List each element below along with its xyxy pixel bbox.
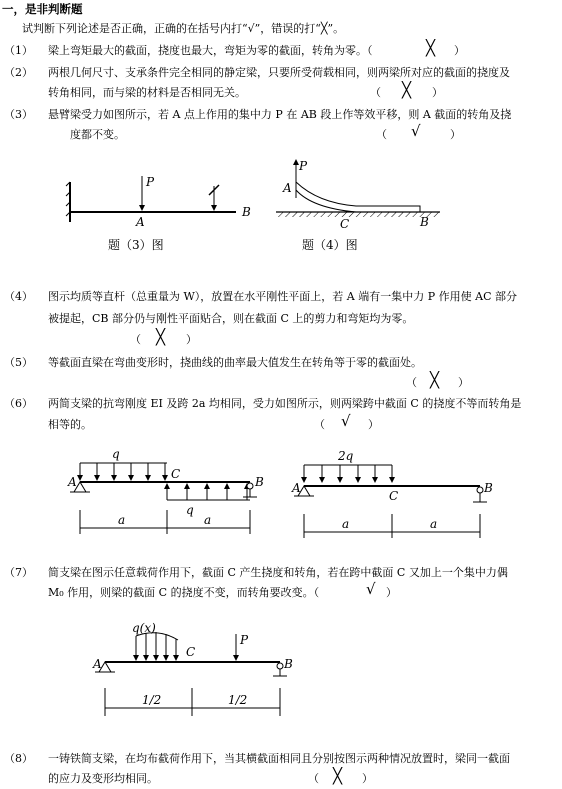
q4-number: （4） (4, 290, 33, 303)
q5-answer-cross: ╳ (430, 371, 440, 389)
fig6r-label-2q: 2q (338, 449, 354, 463)
q5-text: 等截面直梁在弯曲变形时，挠曲线的曲率最大值发生在转角等于零的截面处。 (48, 356, 422, 369)
fig6l-label-b: B (255, 475, 264, 489)
fig6l-label-a: A (68, 475, 77, 489)
q7-bracket-close: ） (386, 586, 397, 599)
q1-answer-cross: ╳ (426, 39, 436, 57)
q6-text-line1: 两简支梁的抗弯刚度 EI 及跨 2a 均相同，受力如图所示，则两梁跨中截面 C 的挠度不等而转角是 (48, 397, 522, 410)
q2-answer-cross: ╳ (402, 81, 412, 99)
fig4-label-p: P (299, 159, 308, 173)
fig7-beam-diagram (92, 621, 293, 716)
q4-bracket-open: （ (130, 333, 141, 346)
fig6l-label-a2: a (204, 513, 212, 527)
fig4-label-a: A (283, 181, 292, 195)
fig3-cantilever-diagram (66, 175, 251, 229)
fig6l-roller-support-b (247, 483, 253, 489)
fig6r-label-a2: a (430, 517, 438, 531)
fig6-right-beam-diagram (291, 449, 493, 538)
fig6l-label-q-lower: q (186, 503, 194, 517)
fig7-label-a: A (93, 657, 102, 671)
q3-answer-check: √ (411, 122, 421, 140)
fig7-label-b: B (284, 657, 293, 671)
fig7-label-half2: 1/2 (228, 693, 248, 707)
q1-number: （1） (4, 44, 33, 57)
instruction: 试判断下列论述是否正确，正确的在括号内打“√”，错误的打“╳”。 (22, 22, 345, 35)
q4-answer-cross: ╳ (156, 328, 166, 346)
fig6r-label-a: A (292, 481, 301, 495)
fig6r-label-b: B (484, 481, 493, 495)
q8-answer-cross: ╳ (333, 767, 343, 785)
q8-bracket-open: （ (308, 772, 319, 785)
q8-number: （8） (4, 752, 33, 765)
fig7-label-c: C (186, 645, 196, 659)
q3-bracket-close: ） (450, 128, 461, 141)
q2-bracket-open: （ (370, 86, 381, 99)
fig6r-roller-support-b (477, 487, 483, 493)
q7-number: （7） (4, 566, 33, 579)
fig7-load-curve (136, 633, 178, 640)
q1-bracket-close: ） (454, 44, 465, 57)
fig3-label-a: A (136, 215, 145, 229)
q8-bracket-close: ） (362, 772, 373, 785)
q6-bracket-close: ） (368, 418, 379, 431)
q5-bracket-close: ） (458, 376, 469, 389)
q6-number: （6） (4, 397, 33, 410)
fig3-caption: 题（3）图 (108, 238, 164, 252)
q5-number: （5） (4, 356, 33, 369)
q3-text-line1: 悬臂梁受力如图所示，若 A 点上作用的集中力 P 在 AB 段上作等效平移，则 A 截面的转角及挠 (48, 108, 512, 121)
q7-text-line2: M₀ 作用，则梁的截面 C 的挠度不变，而转角要改变。（ (48, 586, 320, 599)
fig6r-label-a1: a (342, 517, 350, 531)
q2-number: （2） (4, 66, 33, 79)
q4-text-line1: 图示均质等直杆（总重量为 W），放置在水平刚性平面上，若 A 端有一集中力 P 作用使 AC 部分 (48, 290, 517, 303)
q6-text-line2: 相等的。 (48, 418, 92, 431)
q8-text-line1: 一铸铁简支梁，在均布截荷作用下，当其横截面相同且分别按图示两种情况放置时，梁同一截面 (48, 752, 510, 765)
q2-text-line2: 转角相同，而与梁的材料是否相同无关。 (48, 86, 246, 99)
q7-text-line1: 简支梁在图示任意载荷作用下，截面 C 产生挠度和转角，若在跨中截面 C 又加上一个集中力偶 (48, 566, 508, 579)
fig3-label-b: B (242, 205, 251, 219)
fig4-label-c: C (340, 217, 350, 231)
q3-number: （3） (4, 108, 33, 121)
fig6-left-beam-diagram (67, 447, 264, 534)
q3-text-line2: 度都不变。 (70, 128, 125, 141)
fig4-caption: 题（4）图 (302, 238, 358, 252)
q6-bracket-open: （ (314, 418, 325, 431)
q3-bracket-open: （ (376, 128, 387, 141)
q1-text: 梁上弯矩最大的截面，挠度也最大，弯矩为零的截面，转角为零。（ (48, 44, 373, 57)
q6-answer-check: √ (341, 412, 351, 430)
q8-text-line2: 的应力及变形均相同。 (48, 772, 158, 785)
q7-answer-check: √ (366, 580, 376, 598)
q5-bracket-open: （ (406, 376, 417, 389)
fig7-roller-support-b (277, 663, 283, 669)
q4-bracket-close: ） (186, 333, 197, 346)
q2-text-line1: 两根几何尺寸、支承条件完全相同的静定梁，只要所受荷载相同，则两梁所对应的截面的挠度及 (48, 66, 510, 79)
fig6l-label-q: q (112, 447, 120, 461)
q4-text-line2: 被提起，CB 部分仍与刚性平面贴合，则在截面 C 上的剪力和弯矩均为零。 (48, 312, 414, 325)
fig4-label-b: B (420, 215, 429, 229)
fig6l-label-c: C (171, 467, 181, 481)
fig7-label-half1: 1/2 (142, 693, 162, 707)
fig6r-label-c: C (389, 489, 399, 503)
section-title: 一，是非判断题 (2, 2, 83, 16)
fig7-label-p: P (240, 633, 249, 647)
q2-bracket-close: ） (432, 86, 443, 99)
fig7-label-qx: q(x) (132, 621, 156, 635)
fig4-bar (296, 182, 420, 212)
fig4-bar-diagram (276, 159, 440, 231)
fig3-label-p: P (146, 175, 155, 189)
fig6l-label-a1: a (118, 513, 126, 527)
